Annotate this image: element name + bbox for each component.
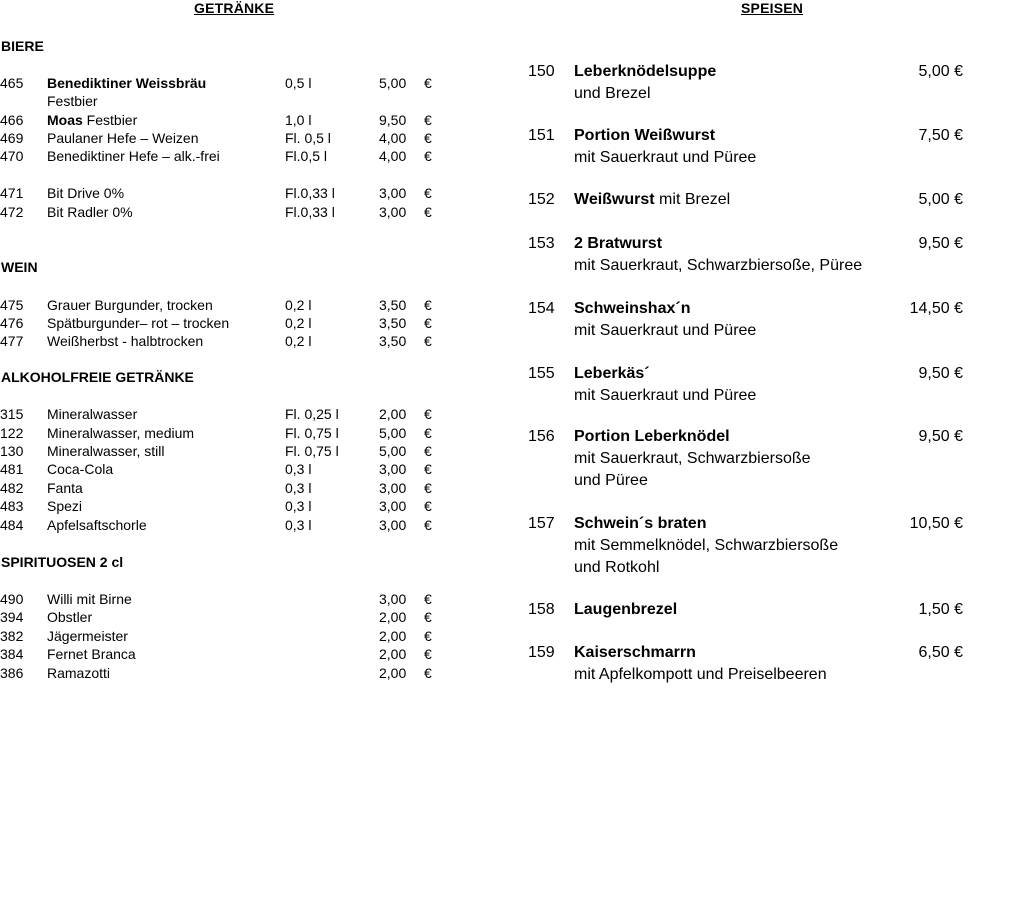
food-item	[528, 61, 988, 105]
food-name	[574, 642, 696, 664]
drink-price: 3,00	[379, 204, 407, 220]
drink-price: 5,00	[379, 443, 407, 459]
drink-quantity: Fl. 0,75 l	[285, 425, 339, 441]
food-description: mit Sauerkraut, Schwarzbiersoße, Püree	[574, 257, 863, 274]
drink-name-text: Fanta	[47, 480, 83, 496]
drink-price: 4,00	[379, 148, 407, 164]
currency-symbol: €	[424, 204, 432, 220]
currency-symbol: €	[424, 333, 432, 349]
food-item	[528, 642, 988, 686]
drink-price: 3,00	[379, 185, 407, 201]
food-number: 154	[528, 300, 555, 317]
drink-quantity: Fl. 0,25 l	[285, 406, 339, 422]
currency-symbol: €	[424, 315, 432, 331]
currency-symbol: €	[424, 480, 432, 496]
drink-number: 315	[0, 406, 24, 422]
currency-symbol: €	[424, 517, 432, 533]
drink-price: 4,00	[379, 130, 407, 146]
drink-name-extra: Festbier	[82, 112, 138, 128]
drink-quantity: 0,3 l	[285, 461, 312, 477]
drink-name-text: Ramazotti	[47, 665, 111, 681]
drink-subtitle: Festbier	[47, 93, 98, 109]
food-number: 151	[528, 127, 555, 144]
currency-symbol: €	[424, 148, 432, 164]
currency-symbol: €	[424, 406, 432, 422]
drink-name-text: Coca-Cola	[47, 461, 114, 477]
food-description: mit Sauerkraut und Püree	[574, 322, 757, 339]
food-description: mit Apfelkompott und Preiselbeeren	[574, 666, 827, 683]
currency-symbol: €	[424, 112, 432, 128]
food-number: 157	[528, 515, 555, 532]
food-description: mit Sauerkraut und Püree	[574, 149, 757, 166]
drink-name-text: Mineralwasser	[47, 406, 138, 422]
drink-quantity: Fl. 0,75 l	[285, 443, 339, 459]
drink-price: 3,00	[379, 480, 407, 496]
drink-price: 5,00	[379, 425, 407, 441]
food-price: 5,00 €	[918, 63, 963, 80]
food-description: mit Sauerkraut, Schwarzbiersoße	[574, 450, 811, 467]
drink-quantity: Fl. 0,5 l	[285, 130, 331, 146]
food-name	[574, 125, 715, 147]
drink-name-text: Spezi	[47, 498, 83, 514]
drink-price: 2,00	[379, 609, 407, 625]
food-description: mit Semmelknödel, Schwarzbiersoße	[574, 537, 839, 554]
currency-symbol: €	[424, 297, 432, 313]
food-name	[574, 189, 730, 211]
drink-quantity: Fl.0,5 l	[285, 148, 328, 164]
drink-name-text: Obstler	[47, 609, 93, 625]
food-price: 9,50 €	[918, 365, 963, 382]
drink-price: 9,50	[379, 112, 407, 128]
food-price: 9,50 €	[918, 235, 963, 252]
food-number: 153	[528, 235, 555, 252]
drink-name-text: Bit Drive 0%	[47, 185, 125, 201]
drink-name-text: Jägermeister	[47, 628, 128, 644]
food-name-text: Schwein´s braten	[574, 515, 707, 532]
drink-quantity: Fl.0,33 l	[285, 204, 335, 220]
food-number: 150	[528, 63, 555, 80]
food-name	[574, 363, 650, 385]
drink-price: 3,00	[379, 517, 407, 533]
drink-price: 2,00	[379, 646, 407, 662]
drink-name-text: Willi mit Birne	[47, 591, 132, 607]
food-name	[574, 61, 716, 83]
food-name	[574, 233, 662, 255]
currency-symbol: €	[424, 185, 432, 201]
drink-number: 483	[0, 498, 24, 514]
food-item	[528, 363, 988, 407]
food-name-text: Weißwurst	[574, 191, 655, 208]
drink-name-text: Paulaner Hefe – Weizen	[47, 130, 199, 146]
section-wein: WEIN	[1, 259, 38, 275]
drink-quantity: 0,2 l	[285, 333, 312, 349]
currency-symbol: €	[424, 665, 432, 681]
drink-quantity: 1,0 l	[285, 112, 312, 128]
food-name-text: Kaiserschmarrn	[574, 644, 696, 661]
food-price: 14,50 €	[909, 300, 963, 317]
food-number: 159	[528, 644, 555, 661]
drink-name-text: Moas	[47, 112, 83, 128]
drink-quantity: 0,5 l	[285, 75, 312, 91]
currency-symbol: €	[424, 609, 432, 625]
food-number: 155	[528, 365, 555, 382]
currency-symbol: €	[424, 628, 432, 644]
drink-quantity: 0,3 l	[285, 498, 312, 514]
drink-price: 3,50	[379, 333, 407, 349]
drink-name-text: Spätburgunder– rot – trocken	[47, 315, 230, 331]
food-item	[528, 233, 988, 277]
food-name	[574, 426, 730, 448]
drink-number: 481	[0, 461, 24, 477]
drink-price: 3,00	[379, 461, 407, 477]
drink-number: 466	[0, 112, 24, 128]
drink-name-text: Mineralwasser, medium	[47, 425, 195, 441]
food-item	[528, 513, 988, 579]
food-name-text: Laugenbrezel	[574, 601, 678, 618]
drink-number: 477	[0, 333, 24, 349]
drink-number: 471	[0, 185, 24, 201]
drink-price: 3,00	[379, 591, 407, 607]
food-item	[528, 298, 988, 342]
drink-price: 2,00	[379, 665, 407, 681]
food-price: 1,50 €	[918, 601, 963, 618]
food-number: 152	[528, 191, 555, 208]
food-price: 7,50 €	[918, 127, 963, 144]
food-name-text: Leberkäs´	[574, 365, 650, 382]
currency-symbol: €	[424, 425, 432, 441]
food-description: und Brezel	[574, 85, 651, 102]
drink-number: 386	[0, 665, 24, 681]
currency-symbol: €	[424, 498, 432, 514]
drink-price: 5,00	[379, 75, 407, 91]
food-name-text: 2 Bratwurst	[574, 235, 663, 252]
section-alkoholfrei: ALKOHOLFREIE GETRÄNKE	[1, 369, 194, 385]
drink-name-text: Apfelsaftschorle	[47, 517, 147, 533]
drink-quantity: 0,2 l	[285, 297, 312, 313]
food-description: und Rotkohl	[574, 559, 660, 576]
currency-symbol: €	[424, 75, 432, 91]
food-name	[574, 298, 690, 320]
drink-number: 472	[0, 204, 24, 220]
food-item	[528, 599, 988, 621]
food-name-text: Leberknödelsuppe	[574, 63, 717, 80]
currency-symbol: €	[424, 130, 432, 146]
food-name	[574, 599, 677, 621]
food-price: 5,00 €	[918, 191, 963, 208]
drink-name-text: Benediktiner Hefe – alk.-frei	[47, 148, 220, 164]
food-name	[574, 513, 706, 535]
currency-symbol: €	[424, 591, 432, 607]
drink-number: 122	[0, 425, 24, 441]
currency-symbol: €	[424, 461, 432, 477]
drink-number: 394	[0, 609, 24, 625]
food-number: 156	[528, 428, 555, 445]
food-item	[528, 426, 988, 492]
food-name-text: Portion Weißwurst	[574, 127, 716, 144]
section-biere: BIERE	[1, 38, 44, 54]
drink-quantity: Fl.0,33 l	[285, 185, 335, 201]
food-number: 158	[528, 601, 555, 618]
food-name-extra: mit Brezel	[654, 191, 731, 208]
food-price: 6,50 €	[918, 644, 963, 661]
drink-name-text: Bit Radler 0%	[47, 204, 133, 220]
currency-symbol: €	[424, 646, 432, 662]
drink-name-text: Benediktiner Weissbräu	[47, 75, 207, 91]
drink-number: 476	[0, 315, 24, 331]
drink-number: 130	[0, 443, 24, 459]
food-item	[528, 189, 988, 211]
section-spirituosen: SPIRITUOSEN 2 cl	[1, 554, 124, 570]
drink-price: 3,00	[379, 498, 407, 514]
drink-price: 3,50	[379, 297, 407, 313]
drink-number: 382	[0, 628, 24, 644]
food-heading: SPEISEN	[741, 0, 804, 16]
drink-name-text: Fernet Branca	[47, 646, 136, 662]
currency-symbol: €	[424, 443, 432, 459]
drink-number: 490	[0, 591, 24, 607]
drink-number: 470	[0, 148, 24, 164]
drink-number: 469	[0, 130, 24, 146]
food-name-text: Schweinshax´n	[574, 300, 691, 317]
drink-price: 3,50	[379, 315, 407, 331]
drink-number: 482	[0, 480, 24, 496]
drink-price: 2,00	[379, 628, 407, 644]
drink-quantity: 0,2 l	[285, 315, 312, 331]
food-price: 9,50 €	[918, 428, 963, 445]
drink-name-text: Mineralwasser, still	[47, 443, 165, 459]
drink-price: 2,00	[379, 406, 407, 422]
food-description: mit Sauerkraut und Püree	[574, 387, 757, 404]
drink-quantity: 0,3 l	[285, 480, 312, 496]
drink-number: 384	[0, 646, 24, 662]
food-description: und Püree	[574, 472, 648, 489]
drink-name-text: Weißherbst - halbtrocken	[47, 333, 204, 349]
drink-number: 484	[0, 517, 24, 533]
drink-number: 475	[0, 297, 24, 313]
food-item	[528, 125, 988, 169]
drink-name-text: Grauer Burgunder, trocken	[47, 297, 213, 313]
drink-number: 465	[0, 75, 24, 91]
food-price: 10,50 €	[909, 515, 963, 532]
food-name-text: Portion Leberknödel	[574, 428, 730, 445]
drinks-heading: GETRÄNKE	[194, 0, 275, 16]
drink-quantity: 0,3 l	[285, 517, 312, 533]
